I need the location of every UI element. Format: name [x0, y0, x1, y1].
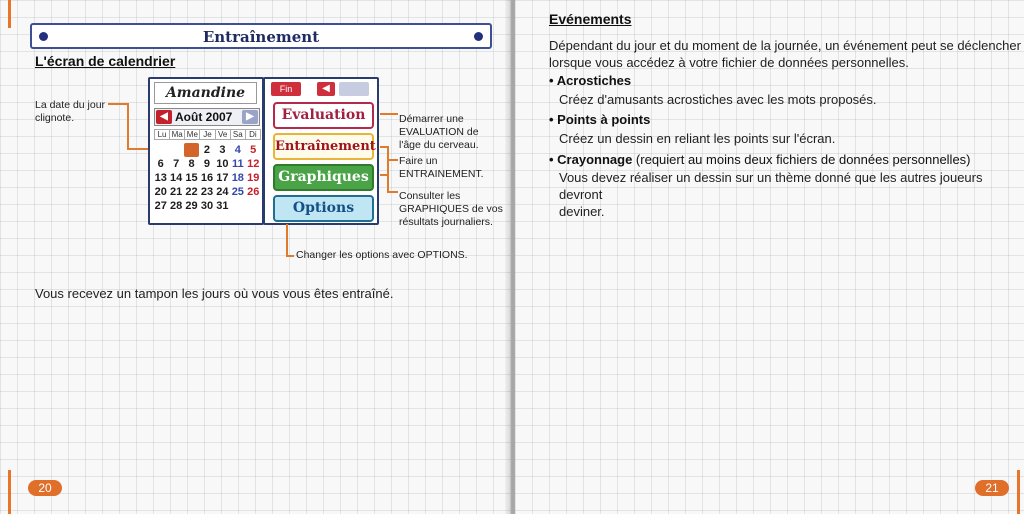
- callout-line-text: GRAPHIQUES de vos: [399, 203, 503, 215]
- weekday-label: Je: [199, 129, 215, 140]
- calendar-day: 24: [216, 186, 229, 198]
- calendar-week: [153, 171, 261, 185]
- events-section-title: Evénements: [549, 11, 632, 27]
- date-callout-line: clignote.: [35, 112, 75, 124]
- calendar-screen: [148, 77, 264, 225]
- callout-line: [286, 224, 288, 256]
- calendar-day: 23: [200, 186, 214, 198]
- month-label: Août 2007: [175, 110, 233, 124]
- date-callout: [35, 99, 105, 125]
- calendar-grid: [153, 143, 261, 213]
- calendar-day: [230, 199, 245, 213]
- desc-line: deviner.: [559, 204, 605, 219]
- calendar-week: [153, 199, 261, 213]
- intro-line: Dépendant du jour et du moment de la journée, un événement peut se déclencher: [549, 38, 1021, 53]
- calendar-day: 22: [185, 186, 198, 198]
- calendar-week: [153, 185, 261, 199]
- calendar-day: 31: [216, 200, 229, 212]
- calendar-day: 8: [188, 158, 195, 170]
- calendar-day: 15: [185, 172, 198, 184]
- weekday-header: [154, 129, 260, 140]
- weekday-label: Ve: [215, 129, 231, 140]
- calendar-day: [246, 199, 261, 213]
- calendar-day: 17: [216, 172, 229, 184]
- back-icon[interactable]: ◀: [317, 82, 335, 96]
- calendar-day: 2: [203, 144, 211, 156]
- callout-line-text: Faire un: [399, 155, 438, 167]
- calendar-day: 18: [231, 172, 244, 184]
- edge-mark-bottom: [8, 470, 11, 514]
- stamp-icon: 1: [184, 143, 199, 157]
- event-item-desc: Créez d'amusants acrostiches avec les mots proposés.: [559, 92, 877, 107]
- callout-line-text: ENTRAINEMENT.: [399, 168, 484, 180]
- callout-line-text: Démarrer une: [399, 113, 464, 125]
- graphiques-button[interactable]: Graphiques: [273, 164, 374, 191]
- callout-line: [387, 159, 398, 161]
- callout-line: [380, 174, 388, 176]
- desc-line: Vous devez réaliser un dessin sur un thème donné que les autres joueurs devront: [559, 170, 983, 202]
- calendar-day: 7: [173, 158, 180, 170]
- evaluation-callout: [399, 113, 479, 152]
- callout-line-text: résultats journaliers.: [399, 216, 493, 228]
- calendar-day: 4: [234, 144, 241, 156]
- calendar-day: 14: [170, 172, 183, 184]
- calendar-day: 9: [203, 158, 211, 170]
- callout-line: [286, 255, 294, 257]
- page-number-left: 20: [28, 480, 62, 496]
- calendar-day: 12: [247, 158, 260, 170]
- left-page: [0, 0, 511, 514]
- event-item-title: • Points à points: [549, 112, 651, 127]
- event-item-title: • Acrostiches: [549, 73, 632, 88]
- entrainement-callout: [399, 155, 484, 181]
- weekday-label: Me: [184, 129, 200, 140]
- weekday-label: Sa: [230, 129, 246, 140]
- calendar-day: 6: [157, 158, 164, 170]
- banner-dot-right: [474, 32, 483, 41]
- calendar-day: [168, 143, 183, 157]
- weekday-label: Ma: [169, 129, 185, 140]
- right-page: [515, 0, 1024, 514]
- calendar-week: [153, 157, 261, 171]
- date-callout-line: La date du jour: [35, 99, 106, 111]
- callout-line: [380, 113, 398, 115]
- calendar-day: [153, 143, 168, 157]
- callout-line: [387, 146, 389, 192]
- graphiques-callout: [399, 190, 503, 229]
- menu-top-strip: [271, 82, 375, 98]
- section-banner: [30, 23, 492, 49]
- callout-line: [108, 103, 128, 105]
- page-indicator-icon: [339, 82, 369, 96]
- event-title-text: Acrostiches: [556, 73, 632, 88]
- event-title-text: Crayonnage: [557, 152, 633, 167]
- events-intro: [549, 37, 1021, 71]
- banner-title: Entraînement: [202, 28, 320, 46]
- calendar-day: 11: [232, 158, 244, 170]
- calendar-day: 13: [154, 172, 167, 184]
- prev-month-button[interactable]: ◀: [156, 110, 172, 124]
- event-title-text: Points à points: [557, 112, 651, 127]
- calendar-day: 10: [216, 158, 229, 170]
- calendar-day: 29: [185, 200, 198, 212]
- calendar-day: 16: [200, 172, 214, 184]
- options-button[interactable]: Options: [273, 195, 374, 222]
- event-title-note: (requiert au moins deux fichiers de données personnelles): [632, 152, 971, 167]
- calendar-day: 3: [219, 144, 226, 156]
- callout-line-text: Consulter les: [399, 190, 461, 202]
- calendar-day: 26: [247, 186, 260, 198]
- options-callout: Changer les options avec OPTIONS.: [296, 249, 468, 261]
- callout-line-text: EVALUATION de: [399, 126, 479, 138]
- calendar-section-title: L'écran de calendrier: [35, 53, 176, 69]
- page-number-right: 21: [975, 480, 1009, 496]
- calendar-day: 5: [250, 144, 257, 156]
- fin-button[interactable]: Fin: [271, 82, 301, 96]
- event-item-title: • Crayonnage (requiert au moins deux fichiers de données personnelles): [549, 152, 971, 167]
- weekday-label: Di: [245, 129, 261, 140]
- calendar-day: 25: [231, 186, 244, 198]
- edge-mark-right: [1017, 470, 1020, 514]
- callout-line: [387, 191, 398, 193]
- calendar-day: 20: [154, 186, 167, 198]
- next-month-button[interactable]: ▶: [242, 110, 258, 124]
- event-item-desc: Créez un dessin en reliant les points sur l'écran.: [559, 131, 836, 146]
- callout-line: [127, 103, 129, 149]
- calendar-day: 19: [247, 172, 260, 184]
- weekday-label: Lu: [154, 129, 170, 140]
- edge-mark-top: [8, 0, 11, 28]
- calendar-day: 30: [200, 200, 214, 212]
- stamp-explanation: Vous recevez un tampon les jours où vous vous êtes entraîné.: [35, 286, 394, 301]
- callout-line-text: l'âge du cerveau.: [399, 139, 479, 151]
- event-item-desc: [559, 169, 1024, 220]
- evaluation-button[interactable]: Evaluation: [273, 102, 374, 129]
- intro-line: lorsque vous accédez à votre fichier de données personnelles.: [549, 55, 909, 70]
- user-name-label: Amandine: [154, 82, 257, 104]
- calendar-week: [153, 143, 261, 157]
- calendar-day: 27: [154, 200, 167, 212]
- calendar-day: 28: [170, 200, 183, 212]
- entrainement-button[interactable]: Entraînement: [273, 133, 374, 160]
- month-bar: [154, 108, 260, 126]
- calendar-day: 21: [170, 186, 183, 198]
- menu-screen: [263, 77, 379, 225]
